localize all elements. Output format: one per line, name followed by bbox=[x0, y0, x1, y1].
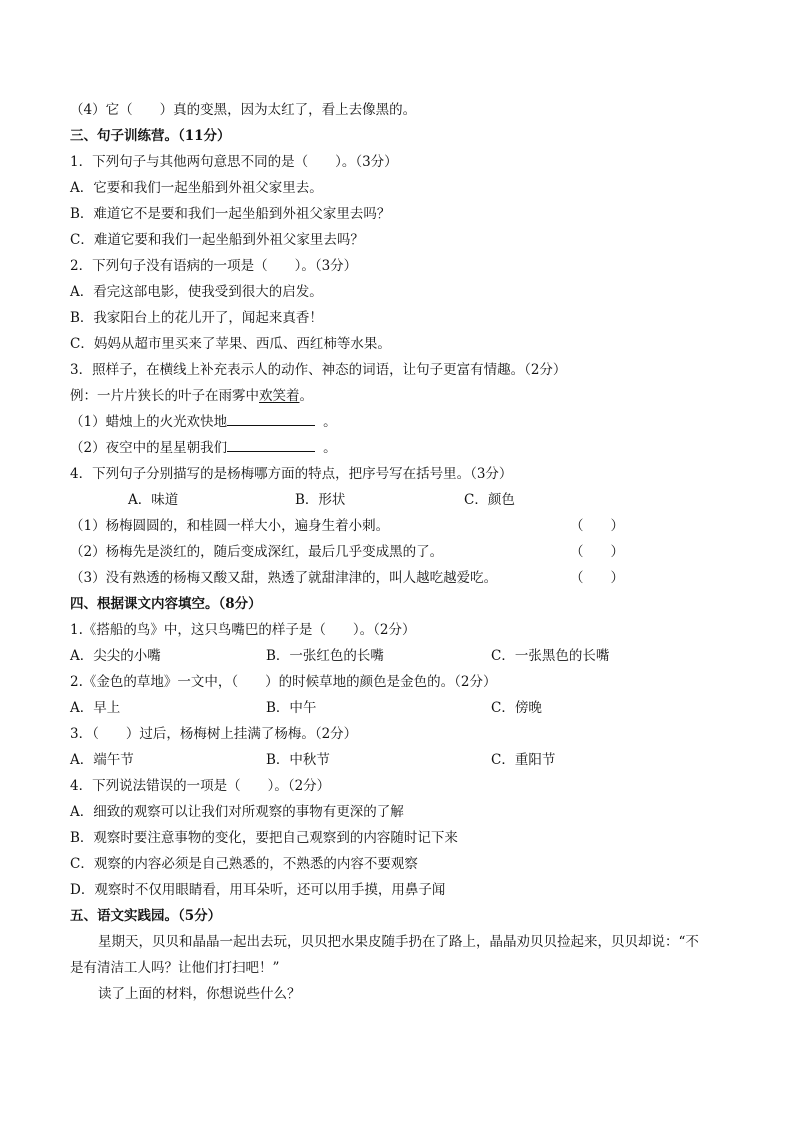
match-text: （1）杨梅圆圆的，和桂圆一样大小，遍身生着小刺。 bbox=[70, 518, 390, 534]
option-b: B．一张红色的长嘴 bbox=[266, 648, 384, 664]
option-a: A．细致的观察可以让我们对所观察的事物有更深的了解 bbox=[70, 804, 404, 820]
fill-item bbox=[70, 437, 337, 459]
fill-item bbox=[70, 411, 337, 433]
passage-line: 星期天，贝贝和晶晶一起出去玩，贝贝把水果皮随手扔在了路上，晶晶劝贝贝捡起来，贝贝却说：“不 bbox=[98, 934, 699, 950]
option-c: C．观察的内容必须是自己熟悉的，不熟悉的内容不要观察 bbox=[70, 856, 418, 872]
answer-blank[interactable] bbox=[227, 411, 315, 426]
fill-prefix: （1）蜡烛上的火光欢快地 bbox=[70, 414, 228, 430]
option-a: A．看完这部电影，使我受到很大的启发。 bbox=[70, 284, 323, 300]
option-b: B．中午 bbox=[266, 700, 317, 716]
section-heading: 四、根据课文内容填空。（8分） bbox=[70, 596, 262, 612]
example-prefix: 例：一片片狭长的叶子在雨雾中 bbox=[70, 388, 259, 404]
option-b: B．难道它不是要和我们一起坐船到外祖父家里去吗？ bbox=[70, 206, 391, 222]
section-heading: 三、句子训练营。（11分） bbox=[70, 128, 231, 144]
choice-c: C．颜色 bbox=[464, 492, 515, 508]
option-b: B．我家阳台上的花儿开了，闻起来真香！ bbox=[70, 310, 323, 326]
option-a: A．端午节 bbox=[70, 752, 134, 768]
question-stem: 3．（ ）过后，杨梅树上挂满了杨梅。（2分） bbox=[70, 726, 358, 742]
match-text: （2）杨梅先是淡红的，随后变成深红，最后几乎变成黑的了。 bbox=[70, 544, 444, 560]
match-item bbox=[70, 567, 670, 589]
choice-row bbox=[70, 489, 670, 511]
fill-prefix: （2）夜空中的星星朝我们 bbox=[70, 440, 228, 456]
option-c: C．重阳节 bbox=[491, 752, 556, 768]
option-a: A．尖尖的小嘴 bbox=[70, 648, 161, 664]
answer-blank[interactable] bbox=[227, 437, 315, 452]
option-d: D．观察时不仅用眼睛看，用耳朵听，还可以用手摸，用鼻子闻 bbox=[70, 882, 446, 898]
choice-a: A．味道 bbox=[128, 492, 179, 508]
fill-suffix: 。 bbox=[323, 414, 337, 430]
option-row bbox=[70, 697, 670, 719]
option-row bbox=[70, 645, 670, 667]
choice-b: B．形状 bbox=[295, 492, 346, 508]
question-stem: 2.《金色的草地》一文中，（ ）的时候草地的颜色是金色的。（2分） bbox=[70, 674, 497, 690]
option-b: B．中秋节 bbox=[266, 752, 330, 768]
answer-parens[interactable]: （ ） bbox=[570, 544, 624, 560]
section-heading: 五、语文实践园。（5分） bbox=[70, 908, 222, 924]
answer-parens[interactable]: （ ） bbox=[570, 518, 624, 534]
passage-line: 是有清洁工人吗？让他们打扫吧！” bbox=[70, 960, 280, 976]
question-text: （4）它（ ）真的变黑，因为太红了，看上去像黑的。 bbox=[70, 102, 417, 118]
example-sentence bbox=[70, 385, 313, 407]
answer-parens[interactable]: （ ） bbox=[570, 570, 624, 586]
question-stem: 4．下列说法错误的一项是（ ）。（2分） bbox=[70, 778, 331, 794]
question-stem: 1．下列句子与其他两句意思不同的是（ ）。（3分） bbox=[70, 154, 398, 170]
option-row bbox=[70, 749, 670, 771]
question-stem: 4．下列句子分别描写的是杨梅哪方面的特点，把序号写在括号里。（3分） bbox=[70, 466, 513, 482]
example-word: 欢笑着 bbox=[259, 388, 300, 404]
option-c: C．一张黑色的长嘴 bbox=[491, 648, 610, 664]
match-item bbox=[70, 515, 670, 537]
question-stem: 1.《搭船的鸟》中，这只鸟嘴巴的样子是（ ）。（2分） bbox=[70, 622, 416, 638]
option-c: C．妈妈从超市里买来了苹果、西瓜、西红柿等水果。 bbox=[70, 336, 391, 352]
match-item bbox=[70, 541, 670, 563]
writing-prompt: 读了上面的材料，你想说些什么？ bbox=[98, 986, 301, 1002]
option-c: C．傍晚 bbox=[491, 700, 542, 716]
match-text: （3）没有熟透的杨梅又酸又甜，熟透了就甜津津的，叫人越吃越爱吃。 bbox=[70, 570, 498, 586]
question-stem: 2．下列句子没有语病的一项是（ ）。（3分） bbox=[70, 258, 358, 274]
option-a: A．早上 bbox=[70, 700, 121, 716]
question-stem: 3．照样子，在横线上补充表示人的动作、神态的词语，让句子更富有情趣。（2分） bbox=[70, 362, 567, 378]
option-c: C．难道它要和我们一起坐船到外祖父家里去吗？ bbox=[70, 232, 364, 248]
option-a: A．它要和我们一起坐船到外祖父家里去。 bbox=[70, 180, 323, 196]
example-suffix: 。 bbox=[299, 388, 313, 404]
fill-suffix: 。 bbox=[323, 440, 337, 456]
option-b: B．观察时要注意事物的变化，要把自己观察到的内容随时记下来 bbox=[70, 830, 458, 846]
